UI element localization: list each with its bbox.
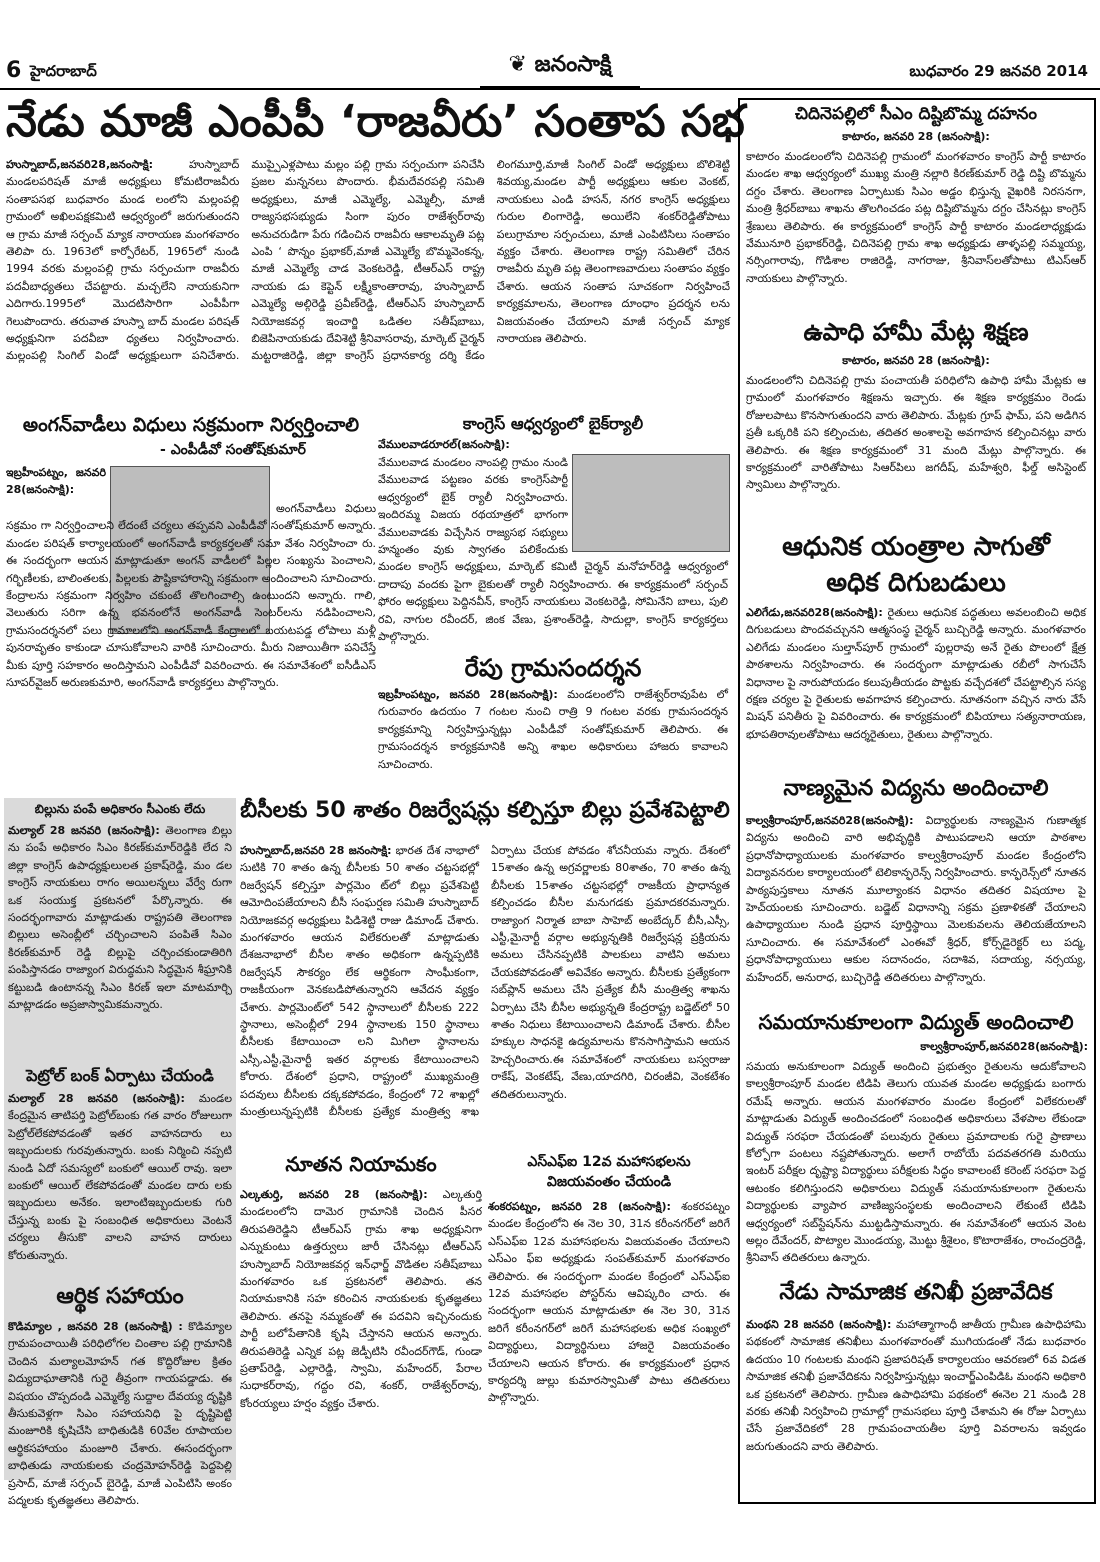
bike-rally-body: [378, 454, 728, 650]
village-visit-article: [378, 686, 728, 776]
bike-rally-title: కాంగ్రెస్ ఆధ్వర్యంలో బైక్‌ర్యాలీ: [462, 414, 644, 433]
bike-rally-dateline-text: వేములవాడరూరల్(జనంసాక్షి):: [378, 438, 510, 451]
machines-body: రైతులు ఆధునిక పద్ధతులు అవలంబించి అధిక దిగుబడులు పొందవచ్చునని ఆత్మసంస్థ చైర్మన్ బుచ్చిరెడ్డి అన్నారు. మంగళవారం ఎలిగేడు మండలం సుల్తాన్‌పూర్ గ్రామంలో పుల్లరావు అనే రైతు పొలంలో క్షేత్ర పాఠశాలను నిర్వహించారు. ఈ సందర్భంగా మాట్లాడుతు రబీలో సాగుచేసే విధానాల పై నారుపోయడం కలుపుతీయడం పొట్టకు వచ్చేదశలో చేపట్టాల్సిన సస్య రక్షణ చర్యల పై రైతులకు అవగాహన కల్పించారు. నూతనంగా వచ్చిన నారు వేసే మిషన్ పనితీరు పై వివరించారు. ఈ కార్యక్రమంలో బిపియాలు సత్యనారాయణ, భూపతిరావులతోపాటు ఆదర్శరైతులు, రైతులు పాల్గొన్నారు.: [746, 606, 1087, 741]
bc-reservation-body: భారత దేశ నాభాలో సుటికి 70 శాతం ఉన్న బీసీలకు 50 శాతం చట్టసభల్లో రిజర్వేషన్ కల్పిస్తూ పార్లమెం ట్‌లో బిల్లు ప్రవేశపెట్టి ఆమోదింపజేయాలని బీసీ సంఘర్షణ సమితి హుస్నాబాద్ నియోజకవర్గ అధ్యక్షులు పిడిశెట్టి రాజు డిమాండ్ చేశారు. మంగళవారం ఆయన విలేకరులతో మాట్లాడుతు దేశజనాభాలో బీసీల శాతం అధికంగా ఉన్నప్పటికి రిజర్వేషన్ సౌకర్యం లేక ఆర్థికంగా సాంఘీకంగా, రాజకీయంగా వెనకబడిపోతున్నారని ఆవేదన వ్యక్తం చేశారు. పార్లమెంట్‌లో 542 స్థానాలులో బీసీలకు 222 స్థానాలు, అసెంబ్లీలో 294 స్థానాలకు 150 స్థానాలు బీసీలకు కేటాయించా లని మిగిలా స్థానాలను ఎస్సీ,ఎస్టీ,మైనార్టీ ఇతర వర్గాలకు కేటాయించాలని కోరారు. దేశంలో ప్రధాని, రాష్ట్రంలో ముఖ్యమంత్రి పదవులు బీసీలకు దక్కకపోవడం, కేంద్రంలో 72 శాఖల్లో మంత్రులున్నప్పటికి బీసీలకు ప్రత్యేక మంత్రిత్వ శాఖ ఏర్పాటు చేయక పోవడం శోచనీయమ న్నారు. దేశంలో 15శాతం ఉన్న అగ్రవర్ణాలకు 80శాతం, 70 శాతం ఉన్న బీసీలకు 15శాతం చట్టసభల్లో రాజకీయ ప్రాధాన్యత కల్పించడం బీసీల మనుగడకు ప్రమాదకరమన్నారు. రాజ్యాంగ నిర్మాత బాబా సాహెబ్ అంబేద్కర్ బీసీ,ఎస్సీ, ఎస్టీ,మైనార్టీ వర్గాల అభ్యున్నతికి రిజర్వేషన్ల ప్రక్రియను అమలు చేసినప్పటికి పాలకులు వాటిని అమలు చేయకపోవడంతో అవివేకం అన్నారు. బీసీలకు ప్రత్యేకంగా సబ్‌ప్లాన్ అమలు చేసి ప్రత్యేక బీసీ మంత్రిత్వ శాఖను ఏర్పాటు చేసి బీసీల అభ్యున్నతి కేంద్రరాష్ట్ర బడ్జెట్‌లో 50 శాతం నిధులు కేటాయించాలని డిమాండ్ చేశారు. బీసీల హక్కుల సాధనకై ఉద్యమాలను కొనసాగిస్తామని ఆయన హెచ్చరించారు.ఈ సమావేశంలో నాయకులు బస్వరాజు రాకేష్, వెంకటేష్, వేణు,యాదగిరి, చిరంజీవి, వెంకటేశం తదితరులున్నారు.: [240, 844, 730, 1119]
machines-dateline: ఎలిగేడు,జనవరి28(జనంసాక్షి):: [746, 606, 883, 619]
anganwadi-subtitle: - ఎంపీడీవో సంతోష్‌కుమార్: [160, 442, 306, 458]
upadhi-dateline: కాటారం, జనవరి 28 (జనంసాక్షి):: [842, 354, 990, 367]
lead-headline: నేడు మాజీ ఎంపీపీ ‘రాజవీరు’ సంతాప సభ: [6, 96, 745, 147]
power-dateline: కాల్వశ్రీరాంపూర్,జనవరి28(జనంసాక్షి):: [920, 1040, 1088, 1053]
effigy-title: చిదినెపల్లిలో సీఎం దిష్టిబొమ్మ దహనం: [795, 104, 1037, 124]
sfi-dateline: శంకరపట్నం, జనవరి 28 (జనంసాక్షి):: [488, 1200, 671, 1213]
bill-box-title: బిల్లును పంపే అధికారం సీఎంకు లేదు: [34, 802, 206, 816]
sfi-body: శంకరపట్నం మండల కేంద్రంలోని ఈ నెల 30, 31న కరీంనగర్‌లో జరిగే ఎస్ఎఫ్ఐ 12వ మహాసభలను విజయవంతం చేయాలని ఎస్ఎం ఫ్ఐ అధ్యక్షుడు సంపత్‌కుమార్ మంగళవారం తెలిపారు. ఈ సందర్భంగా మండల కేంద్రంలో ఎస్ఎఫ్ఐ 12వ మహాసభల పోస్టర్‌ను ఆవిష్కరిం చారు. ఈ సందర్భంగా ఆయన మాట్లాడుతూ ఈ నెల 30, 31న జరిగే కరీంనగర్‌లో జరిగే మహాసభలకు అధిక సంఖ్యలో విద్యార్థులు, విద్యార్థినులు హాజరై విజయవంతం చేయాలని ఆయన కోరారు. ఈ కార్యక్రమంలో ప్రధాన కార్యదర్శి జుల్లు కుమారస్వామితో పాటు తదితరులు పాల్గొన్నారు.: [488, 1200, 731, 1405]
bill-box-body: తెలంగాణ బిల్లు ను పంపే అధికారం సిఎం కిరణ్‌కుమార్‌రెడ్డికి లేద ని జిల్లా కాంగ్రెస్ ఉపాధ్యక్షులులత ప్రకాష్‌రెడ్డి, మం డల కాంగ్రెస్ నాయకులు రాగం అయిలన్నలు వేర్వే రుగా ఒక సంయుక్త ప్రకటనలో పేర్కొన్నారు. ఈ సందర్భంగావారు మాట్లాడుతు రాష్ట్రపతి తెలంగాణ బిల్లులు అసెంబ్లీలో చర్చించాలని పంపితే సిఎం కిరణ్‌కుమార్ రెడ్డి బిల్లుపై చర్చించకుండాతిరిగి పంపిస్తానడం రాజ్యాంగ విరుద్ధమని సిద్ధమైన శీఘ్రానికి కట్టుబడి ఉంటానన్న సిఎం కిరణ్ ఇలా మాటమార్చి మాట్లాడడం అప్రజాస్వామికమన్నారు.: [8, 824, 232, 1012]
bike-rally-body-text: వేములవాడ మండలం నాంపల్లి గ్రామం నుండి వేములవాడ పట్టణం వరకు కాంగ్రెస్‌పార్టీ ఆధ్వర్యంలో బైక్ ర్యాలీ నిర్వహించారు. ఇందిరమ్మ విజయ రథయాత్రలో భాగంగా వేములవాడకు విచ్చేసిన రాజ్యసభ సభ్యులు హన్మంతం వుకు స్వాగతం పలికేందుకు మండల కాంగ్రెస్ అధ్యక్షులు, మార్కెట్ కమిటీ చైర్మన్ మనోహర్‌రెడ్డి ఆధ్వర్యంలో దాదాపు వందకు పైగా బైకులతో ర్యాలీ నిర్వహించారు. ఈ కార్యక్రమంలో సర్పంచ్ ఫోరం అధ్యక్షులు పెద్దినవీన్, కాంగ్రెస్ నాయకులు వెంకటరెడ్డి, సోమినేని బాలు, పులి రవి, నాగుల రవీందర్, జింక వేణు, ప్రశాంత్‌రెడ్డి, సాదుల్లా, కాంగ్రెస్ కార్యకర్తలు పాల్గొన్నారు.: [378, 456, 728, 644]
machines-article: [746, 604, 1086, 776]
anganwadi-title: అంగన్‌వాడీలు విధులు సక్రమంగా నిర్వర్తించాలి: [22, 414, 360, 436]
appointment-article: [240, 1186, 482, 1480]
appointment-body: ఎల్కతుర్తి మండలంలోని దామెర గ్రామానికి చెందిన పీసర తిరుపతిరెడ్డిని టీఆర్‌ఎస్ గ్రామ శాఖ అధ్యక్షునిగా ఎన్నుకుంటు ఉత్తర్వులు జారీ చేసినట్లు టీఆర్‌ఎస్ హుస్నాబాద్ నియోజకవర్గ ఇన్‌ఛార్జ్ వొడితల సతీష్‌బాబు మంగళవారం ఒక ప్రకటనలో తెలిపారు. తన నియామకానికి సహ కరించిన నాయకులకు కృతజ్ఞతలు తెలిపారు. తనపై నమ్మకంతో ఈ పదవిని ఇచ్చినందుకు పార్టీ బలోపేతానికి కృషి చేస్తానని ఆయన అన్నారు. తిరుపతిరెడ్డి ఎన్నిక పట్ల జెడ్పీటిసి రవీందర్‌గౌడ్, గుండా ప్రతాప్‌రెడ్డి, ఎల్లారెడ్డి, స్వామి, మహేందర్, పేరాల సుధాకర్‌రావు, గద్దం రవి, శంకర్, రాజేశ్వర్‌రావు, కోంరయ్యలు హర్షం వ్యక్తం చేశారు.: [240, 1188, 483, 1410]
header-rule: [0, 88, 1100, 90]
sfi-article: [488, 1198, 730, 1480]
power-body: సమయ అనుకూలంగా విద్యుత్ అందించి ప్రభుత్వం రైతులను ఆదుకోవాలని కాల్వశ్రీరాంపూర్ మండల టిడిపి తెలుగు యువత మండల అధ్యక్షుడు బంగారు రమేష్ అన్నారు. ఆయన మంగళవారం మండల కేంద్రంలో విలేకరులతో మాట్లాడుతు విద్యుత్ అందించడంలో సంబంధిత అధికారులు వేళపాల లేకుండా విద్యుత్ సరఫరా చేయడంతో పలువురు రైతులు ప్రమాదాలకు గురై ప్రాణాలు కోల్పోగా పంటలు నష్టపోతున్నారు. అలాగే రాబోయే పదవతరగతి మరియు ఇంటర్ పరీక్షల దృష్ట్యా విద్యార్థులు పరీక్షలకు సిద్ధం కావాలంటే కరెంట్ సరఫరా పెద్ద ఆటంకం కలిగిస్తుందని అధికారులు విద్యుత్ సమయానుకూలంగా రైతులను విద్యార్థులకు వ్యాపార వాణిజ్యసంస్థలకు అందించాలని లేకుంటే టిడిపి ఆధ్వర్యంలో సబ్‌స్టేషన్‌ను ముట్టడిస్తామన్నారు. ఈ సమావేశంలో ఆయన వెంట అల్లం దేవేందర్, పొట్యాల మొండయ్య, మొట్టు శ్రీశైలం, కొటారాజేశం, రాంచంద్రరెడ్డి, శ్రీనివాస్ తదితరులు ఉన్నారు.: [746, 1060, 1086, 1265]
page-number: 6: [6, 58, 22, 83]
financial-aid-article: [8, 1318, 233, 1508]
financial-aid-body: కొడిమ్యాల గ్రామపంచాయితీ పరిధిలోగల చింతాల పల్లి గ్రామానికి చెందిన మల్యాలమోహన్ గత కొద్దిరోజుల క్రితం విద్యుదాఘాతానికి గురై తీవ్రంగా గాయపడ్డాడు. ఈ విషయం చొప్పదండి ఎమ్మెల్యే సుద్దాల దేవయ్య దృష్టికి తీసుకువెళ్లగా సిఎం సహాయనిధి పై దృష్టిపెట్టి మంజూరికి కృషిచేసి బాధితుడికి 60వేల రూపాయల ఆర్థికసహాయం మంజూరి చేశారు. ఈసందర్భంగా బాధితుడు నాయకులకు చంద్రమోహన్‌రెడ్డి పెద్దపెల్లి ప్రసాద్, మాజీ సర్పంచ్ బైరెడ్డి, మాజీ ఎంపిటిసి అంకం పద్మలకు కృతజ్ఞతలు తెలిపారు.: [8, 1320, 233, 1508]
social-audit-dateline: మంథని 28 జనవరి (జనంసాక్షి):: [746, 1318, 892, 1331]
upadhi-body: మండలంలోని చిదినెపల్లి గ్రామ పంచాయతీ పరిధిలోని ఉపాధి హామీ మేట్లకు ఆ గ్రామంలో మంగళవారం శిక్షణను ఇచ్చారు. ఈ శిక్షణ కార్యక్రమం రెండు రోజులపాటు కొనసాగుతుందని వారు తెలిపారు. మేట్లకు గ్రూప్ ఫామ్, పని అడిగిన ప్రతీ ఒక్కరికి పని కల్పించుట, తదితర అంశాలపై అవగాహన కల్పించినట్లు వారు తెలిపారు. ఈ శిక్షణ కార్యక్రమంలో 31 మంది మేట్లు పాల్గొన్నారు. ఈ కార్యక్రమంలో వారితోపాటు సిఆర్‌పిలు జగదీష్, మహేశ్వరి, ఫీల్డ్ అసిస్టెంట్ స్వామిలు పాల్గొన్నారు.: [746, 374, 1086, 492]
appointment-dateline: ఎల్కతుర్తి, జనవరి 28 (జనంసాక్షి):: [240, 1188, 428, 1201]
bc-reservation-dateline: హుస్నాబాద్,జనవరి 28 జనంసాక్షి:: [240, 844, 392, 857]
bc-reservation-article: [240, 842, 730, 1142]
education-dateline: కాల్వశ్రీరాంపూర్,జనవరి28(జనంసాక్షి):: [746, 814, 914, 827]
financial-aid-title: ఆర్థిక సహాయం: [56, 1284, 184, 1309]
lead-dateline: హుస్నాబాద్,జనవరి28,జనంసాక్షి:: [6, 158, 153, 171]
education-article: [746, 812, 1086, 1008]
effigy-body: కాటారం మండలంలోని చిదినెపల్లి గ్రామంలో మంగళవారం కాంగ్రెస్ పార్టీ కాటారం మండల శాఖ ఆధ్వర్యంలో ముఖ్య మంత్రి నల్లారి కిరణ్‌కుమార్ రెడ్డి దిష్టి బొమ్మను దగ్దం చేశారు. తెలంగాణ ఏర్పాటుకు సిఎం అడ్డం భిస్తున్న వైఖరికి నిరసనగా, మంత్రి శ్రీధర్‌బాబు శాఖను తొలగించడం పట్ల దిష్టిబొమ్మను దగ్దం చేసినట్లు కాంగ్రెస్ శ్రేణులు తెలిపారు. ఈ కార్యక్రమంలో కాంగ్రెస్ పార్టీ కాటారం మండలాధ్యక్షుడు వేమునూరి ప్రభాకర్‌రెడ్డి, చిదినెపల్లి గ్రామ శాఖ అధ్యక్షుడు తాళ్ళపల్లి సమ్మయ్య, నర్సింగారావు, గొడిశాల రాజిరెడ్డి, నాగరాజు, శ్రీనివాస్‌లతోపాటు టిఎస్ఆర్ నాయకులు పాల్గొన్నారు.: [746, 150, 1086, 285]
machines-title-line2: అధిక దిగుబడులు: [826, 568, 1006, 598]
anganwadi-dateline: ఇబ్రహీంపట్నం, జనవరి 28(జనంసాక్షి):: [6, 466, 106, 497]
bc-reservation-title: బీసీలకు 50 శాతం రిజర్వేషన్లు కల్పిస్తూ బిల్లు ప్రవేశపెట్టాలి: [240, 798, 730, 823]
masthead-logo-icon: ❦: [508, 52, 527, 77]
petrol-bunk-title: పెట్రోల్ బంక్ ఏర్పాటు చేయండి: [26, 1066, 214, 1085]
power-title: సమయానుకూలంగా విద్యుత్ అందించాలి: [758, 1010, 1074, 1034]
village-visit-body: మండలంలోని రాజేశ్వర్‌రావుపేట లో గురువారం ఉదయం 7 గంటల నుంచి రాత్రి 9 గంటల వరకు గ్రామసందర్శన కార్యక్రమాన్ని నిర్వహిస్తున్నట్లు ఎంపీడీవో సంతోష్‌కుమార్ తెలిపారు. ఈ గ్రామసందర్శన కార్యక్రమానికి అన్ని శాఖల అధికారులు హాజరు కావాలని సూచించారు.: [378, 688, 729, 771]
appointment-title: నూతన నియామకం: [285, 1152, 437, 1176]
social-audit-title: నేడు సామాజిక తనిఖీ ప్రజావేదిక: [779, 1280, 1053, 1305]
bike-photo-spacer: [568, 454, 728, 550]
sfi-title-line1: ఎస్ఎఫ్ఐ 12వ మహాసభలను: [527, 1154, 691, 1170]
bill-box-article: [8, 822, 232, 1060]
machines-title-line1: ఆధునిక యంత్రాల సాగుతో: [782, 532, 1050, 562]
education-title: నాణ్యమైన విద్యను అందించాలి: [783, 776, 1049, 801]
upadhi-title: ఉపాధి హామీ మేట్ల శిక్షణ: [803, 318, 1029, 346]
financial-aid-dateline: కొడిమ్యాల , జనవరి 28 (జనంసాక్షి) :: [8, 1320, 183, 1333]
bike-rally-dateline: [378, 436, 728, 453]
village-visit-title: రేపు గ్రామసందర్శన: [464, 654, 642, 682]
lead-article: [6, 156, 730, 408]
anganwadi-body: అంగన్‌వాడీలు విధులు సక్రమం గా నిర్వర్తించాలని లేదంటే చర్యలు తప్పవని ఎంపీడీవో సంతోష్‌కుమార్ అన్నారు. మండల పరిషత్ కార్యాలయంలో అంగన్‌వాడీ కార్యకర్తలతో సమా వేశం నిర్వహించా రు. ఈ సందర్భంగా ఆయన మాట్లాడుతూ అంగన్ వాడీలలో పిల్లల సంఖ్యను పెంచాలని, గర్భిణీలకు, బాలింతలకు, పిల్లలకు పౌష్టికాహారాన్ని సక్రమంగా అందించాలని సూచించారు. కేంద్రాలను సక్రమంగా నిర్వహిం చకుంటే తొలగించాల్సి ఉంటుందని అన్నారు. గాలి, వెలుతురు సరిగా ఉన్న భవనంలోనే అంగన్‌వాడీ సెంటర్‌లను నడిపించాలని, గ్రామసందర్శనలో పలు గ్రామాలలోని అంగన్‌వాడీ కేంద్రాలలో బయటపడ్డ లోపాలు మళ్లీ పునరావృతం కాకుండా చూసుకోవాలని వారికి సూచించారు. మీరు నిజాయితీగా పనిచేస్తే మీకు పూర్తి సహకారం అందిస్తామని ఎంపీడీవో వివరించారు. ఈ సమావేశంలో ఐసీడీఎస్ సూపర్‌వైజర్ అరుణకుమారి, అంగన్‌వాడీ కార్యకర్తలు పాల్గొన్నారు.: [6, 502, 376, 690]
bill-box-dateline: మల్యాల్ 28 జనవరి (జనంసాక్షి):: [8, 824, 160, 837]
masthead-text: జనంసాక్షి: [534, 52, 612, 77]
petrol-bunk-article: [8, 1090, 232, 1280]
social-audit-body: మహాత్మాగాంధీ జాతీయ గ్రామీణ ఉపాధిహామి పథకంలో సామాజిక తనిఖీలు మంగళవారంతో ముగియడంతో నేడు బుధవారం ఉదయం 10 గంటలకు మంథని ప్రజాపరిషత్ కార్యాలయం ఆవరణలో 6వ విడత సామాజిక తనిఖీ ప్రజావేదికను నిర్వహిస్తున్నట్లు ఇంచార్జ్‌ఎంపిడిఓ మంథని అధికారి ఒక ప్రకటనలో తెలిపారు. గ్రామీణ ఉపాధిహామి పథకంలో ఈనెల 21 నుండి 28 వరకు తనిఖీ నిర్వహించి గ్రామాల్లో గ్రామసభలు పూర్తి చేశామని ఈ రోజు ఏర్పాటు చేసే ప్రజావేదికలో 28 గ్రామపంచాయతీల పూర్తి వివరాలను ఇవ్వడం జరుగుతుందని వారు తెలిపారు.: [746, 1318, 1087, 1453]
effigy-dateline: కాటారం, జనవరి 28 (జనంసాక్షి):: [842, 130, 990, 143]
section-city: హైదరాబాద్: [30, 62, 97, 80]
social-audit-article: [746, 1316, 1086, 1496]
lead-body: హుస్నాబాద్ మండలపరిషత్ మాజీ అధ్యక్షులు కోమటిరాజవీరు సంతాపసభ బుధవారం మండ లంలోని మల్లంపల్లి గ్రామంలో అఖిలపక్షకమిటి ఆధ్వర్యంలో జరుగుతుందని ఆ గ్రామ మాజీ సర్పంచ్ మ్యాక నారాయణ మంగళవారం తెలిపా రు. 1963లో కార్పోరేటర్, 1965లో నుండి 1994 వరకు మల్లంపల్లి గ్రామ సర్పంచుగా రాజవీరు పదవీబాధ్యతలు చేపట్టారు. మచ్చలేని నాయకునిగా ఎదిగారు.1995లో మొదటిసారిగా ఎంపీపీగా గెలుపొందారు. తరువాత హుస్నా బాద్ మండల పరిషత్ అధ్యక్షునిగా పదవీబా ధ్యతలు నిర్వహించారు. మల్లంపల్లి సింగిల్ విండో అధ్యక్షులుగా పనిచేశారు. ముప్పైఎళ్లపాటు మల్లం పల్లి గ్రామ సర్పంచుగా పనిచేసి ప్రజల మన్ననలు పొందారు. భీమదేవరపల్లి సమితి అధ్యక్షులు, మాజీ ఎమ్మెల్యే, ఎమ్మెల్సీ, మాజీ రాజ్యసభసభ్యుడు సింగా పురం రాజేశ్వర్‌రావు అనుచరుడిగా పేరు గడించిన రాజవీరు ఆకాలమృతి పట్ల ఎంపి ‘ పొన్నం ప్రభాకర్,మాజీ ఎమ్మెల్యే బొమ్మవెంకన్న, మాజీ ఎమ్మెల్యే చాడ వెంకటరెడ్డి, టీఆర్‌ఎస్ రాష్ట్ర నాయకు డు కెప్టెన్ లక్ష్మీకాంతారావు, హుస్నాబాద్ ఎమ్మెల్యే అల్గిరెడ్డి ప్రవీణ్‌రెడ్డి, టీఆర్‌ఎస్ హుస్నాబాద్ నియోజకవర్గ ఇంచార్జి ఒడితల సతీష్‌బాబు, బిజెపినాయకుడు దేవిశెట్టి శ్రీనివాసరావు, మార్కెట్ చైర్మన్ మట్టరాజిరెడ్డి, జిల్లా కాంగ్రెస్ ప్రధానకార్య దర్శి కేడం లింగమూర్తి,మాజీ సింగిల్ విండో అధ్యక్షులు బొలిశెట్టి శివయ్య,మండల పార్టీ అధ్యక్షులు ఆకుల వెంకట్, నాయకులు ఎండి హసన్, నగర కాంగ్రెస్ అధ్యక్షులు గురుల లింగారెడ్డి, అయిలేని శంకర్‌రెడ్డితోపాటు పలుగ్రామాల సర్పంచులు, మాజీ ఎంపిటిసిలు సంతాపం వ్యక్తం చేశారు. తెలంగాణ రాష్ట్ర సమితిలో చేరిన రాజవీరు మృతి పట్ల తెలంగాణవాదులు సంతాపం వ్యక్తం చేశారు. ఆయన సంతాప సూచకంగా నిర్వహించే కార్యక్రమాలను, తెలంగాణ దూంధాం ప్రదర్శన లను విజయవంతం చేయాలని మాజీ సర్పంచ్ మ్యాక నారాయణ తెలిపారు.: [6, 158, 730, 363]
sfi-title-line2: విజయవంతం చేయండి: [546, 1174, 672, 1190]
masthead: [480, 52, 640, 88]
education-body: విద్యార్థులకు నాణ్యమైన గుణాత్మక విద్యను అందించి వారి అభివృద్ధికి పాటుపడాలని ఆయా పాఠశాల ప్రధానోపాధ్యాయులకు మంగళవారం కాల్వశ్రీరాంపూర్ మండల కేంద్రంలోని విద్యావనరుల కార్యాలయంలో టెలికాన్ఫరెన్స్ నిర్వహించారు. కాన్ఫరెన్స్‌లో నూతన పాఠ్యపుస్తకాలు నూతన మూల్యాంకన విధానం తదితర విషయాల పై హెచ్‌యంలకు సూచించారు. బడ్జెట్ విధానాన్ని సక్రమ ప్రణాళికతో చేయాలని ఉపాధ్యాయుల నుండి ప్రధాన పూర్తిస్థాయి మెలకువలను తెలియజేయాలని సూచించారు. ఈ సమావేశంలో ఎంఈవో శ్రీధర్, కోర్స్‌డైరెక్టర్ లు పద్మ, ప్రధానోపాధ్యాయులు ఆకుల సదానందం, సదాశివ, సదాయ్య, నర్సయ్య, మహేందర్, అనురాధ, బుచ్చిరెడ్డి తదితరులు పాల్గొన్నారు.: [746, 814, 1086, 984]
petrol-bunk-dateline: మల్యాల్ 28 జనవరి (జనంసాక్షి):: [8, 1092, 185, 1105]
petrol-bunk-body: మండల కేంద్రమైన తాటిపర్తి పెట్రోల్‌బంకు గత వారం రోజులుగా పెట్రోల్‌లేకపోవడంతో ఇతర వాహనదారు లు ఇబ్బందులకు గురవుతున్నారు. బంకు నిర్మించి నప్పటి నుండి ఏదో సమస్యలో బంకులో ఆయిల్ రావు. ఇలా బంకులో ఆయిల్ లేకపోవడంతో మండల దారు లకు ఇబ్బందులు అనేకం. ఇలాంటిఇబ్బందులకు గురి చేస్తున్న బంకు పై సంబంధిత అధికారులు వెంటనే చర్యలు తీసుకొ వాలని వాహన దారులు కోరుతున్నారు.: [8, 1092, 232, 1262]
village-visit-dateline: ఇబ్రహీంపట్నం, జనవరి 28(జనంసాక్షి):: [378, 688, 558, 701]
issue-date: బుధవారం 29 జనవరి 2014: [909, 62, 1088, 80]
page-header: [0, 0, 1100, 90]
